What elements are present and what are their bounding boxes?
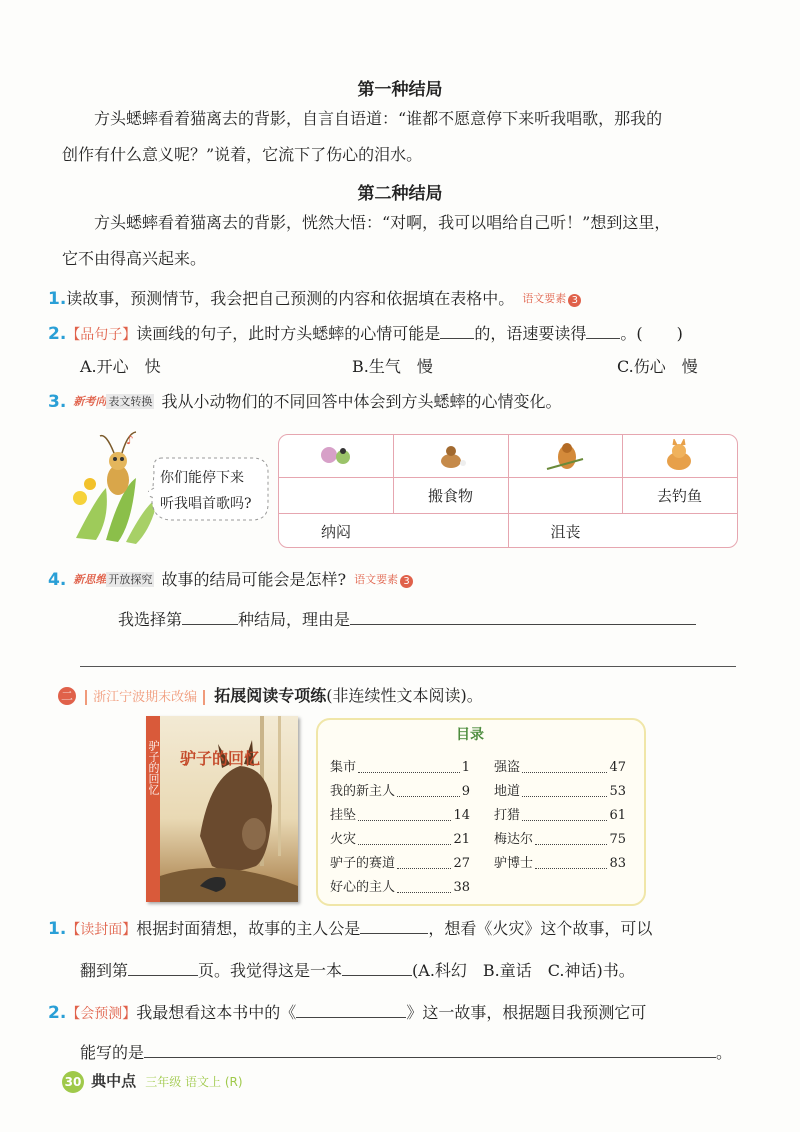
new-thinking-badge: 新思维 开放探究 [73, 573, 153, 586]
toc-entry-name: 驴子的赛道 [330, 856, 396, 871]
toc-entry-name: 集市 [330, 760, 357, 775]
cricket-head [109, 452, 127, 470]
answer-blank-speed[interactable] [586, 322, 620, 339]
answer-blank-mood[interactable] [440, 322, 474, 339]
skill-tag: 【读封面】 [66, 922, 137, 938]
source-tag: 浙江宁波期末改编 [85, 690, 205, 705]
answer-blank-story[interactable] [296, 1001, 406, 1018]
toc-entry[interactable] [494, 828, 626, 852]
question-2: 2.【品句子】读画线的句子，此时方头蟋蟀的心情可能是 的，语速要读得 。( ) [48, 324, 683, 344]
section2-header [58, 683, 483, 706]
reading-question-2: 2.【会预测】我最想看这本书中的《 》这一故事，根据题目我预测它可 [48, 1003, 647, 1023]
toc-leader [358, 756, 460, 773]
toc-entry[interactable] [330, 780, 470, 804]
toc-entry[interactable] [330, 756, 470, 780]
answer-blank-genre[interactable] [342, 959, 412, 976]
option-c[interactable]: C.伤心 慢 [617, 357, 698, 376]
toc-entry-page: 21 [453, 832, 470, 847]
toc-entry-page: 14 [453, 808, 470, 823]
cell-row2-col2: 搬食物 [427, 487, 473, 505]
ending2-para-line2: 它不由得高兴起来。 [62, 249, 207, 268]
question-text: 读故事，预测情节，我会把自己预测的内容和依据填在表格中。 [66, 289, 515, 308]
ending2-title: 第二种结局 [357, 184, 443, 204]
cell-row3-col1: 纳闷 [320, 523, 351, 541]
new-direction-badge: 新考向 表文转换 [73, 395, 153, 408]
ant-carrying-food-icon [429, 441, 473, 473]
toc-entry-name: 好心的主人 [330, 880, 396, 895]
toc-leader [522, 804, 607, 821]
toc-leader [535, 828, 607, 845]
page-footer [62, 1070, 243, 1093]
answer-blank-ending[interactable] [182, 608, 238, 625]
reading-question-2-line2: 能写的是 。 [80, 1043, 733, 1062]
toc-leader [522, 756, 607, 773]
toc-entry-page: 61 [609, 808, 626, 823]
brand-logo: 典中点 [91, 1072, 137, 1090]
skill-tag: 【会预测】 [66, 1006, 137, 1022]
answer-blank-prediction[interactable] [144, 1041, 716, 1058]
toc-entry-page: 9 [461, 784, 470, 799]
section-number-badge: 二 [58, 687, 76, 705]
cell-row2-col4: 去钓鱼 [656, 487, 702, 505]
toc-right-column [494, 756, 626, 876]
toc-entry[interactable] [330, 876, 470, 900]
toc-entry-page: 27 [453, 856, 470, 871]
question-3: 3. 新考向 表文转换 我从小动物们的不同回答中体会到方头蟋蟀的心情变化。 [48, 392, 562, 412]
animal-table [278, 434, 738, 548]
toc-entry[interactable] [330, 804, 470, 828]
toc-entry-page: 38 [453, 880, 470, 895]
toc-leader [397, 876, 451, 893]
toc-entry[interactable] [494, 804, 626, 828]
element-tag: 语文要素 3 [522, 290, 581, 307]
reading-question-1: 1.【读封面】根据封面猜想，故事的主人公是 ，想看《火灾》这个故事，可以 [48, 919, 653, 939]
toc-entry-name: 地道 [494, 784, 521, 799]
question-1 [48, 286, 581, 309]
bubble-text: 你们能停下来 听我唱首歌吗? [160, 470, 252, 512]
reading-question-1-line2: 翻到第 页。我觉得这是一本 (A.科幻 B.童话 C.神话)书。 [80, 961, 635, 980]
skill-tag: 【品句子】 [66, 327, 137, 343]
toc-entry-name: 我的新主人 [330, 784, 396, 799]
question-number: 1. [48, 289, 67, 309]
ending1-title: 第一种结局 [357, 80, 443, 100]
toc-leader [358, 804, 451, 821]
option-a[interactable]: A.开心 快 [80, 357, 161, 376]
toc-entry-page: 1 [461, 760, 470, 775]
toc-entry-page: 75 [609, 832, 626, 847]
toc-entry-name: 打猎 [494, 808, 521, 823]
q4-answer-line: 我选择第 种结局，理由是 [118, 607, 738, 630]
svg-text:♪: ♪ [126, 433, 134, 447]
answer-blank-page[interactable] [128, 959, 198, 976]
option-b[interactable]: B.生气 慢 [352, 357, 433, 376]
toc-left-column [330, 756, 470, 900]
section2-subtitle: (非连续性文本阅读)。 [326, 686, 483, 705]
ending2-para-line1: 方头蟋蟀看着猫离去的背影，恍然大悟：“对啊，我可以唱给自己听！”想到这里， [94, 213, 671, 232]
book-title: 驴子的回忆 [180, 749, 261, 768]
toc-entry-name: 驴博士 [494, 856, 534, 871]
toc-entry[interactable] [494, 756, 626, 780]
toc-entry[interactable] [494, 852, 626, 876]
answer-blank-protagonist[interactable] [360, 917, 428, 934]
element-tag: 语文要素 3 [354, 571, 413, 588]
cell-row3-col3: 沮丧 [550, 523, 581, 541]
question-4: 4. 新思维 开放探究 故事的结局可能会是怎样? 语文要素 3 [48, 567, 413, 590]
toc-leader [535, 852, 607, 869]
grade-label: 三年级 语文上 (R) [145, 1075, 243, 1089]
toc-entry-page: 47 [609, 760, 626, 775]
toc-entry-name: 挂坠 [330, 808, 357, 823]
toc-title: 目录 [456, 727, 484, 743]
section2-title: 拓展阅读专项练 [214, 686, 327, 705]
toc-leader [358, 828, 451, 845]
cat-icon [657, 439, 701, 473]
toc-entry-name: 火灾 [330, 832, 357, 847]
toc-entry-page: 83 [609, 856, 626, 871]
toc-leader [397, 852, 451, 869]
toc-entry[interactable] [330, 828, 470, 852]
answer-line-continued[interactable] [80, 666, 736, 667]
book-spine-title: 驴子的回忆 [147, 740, 160, 795]
toc-entry-name: 梅达尔 [494, 832, 534, 847]
answer-blank-reason[interactable] [350, 608, 696, 625]
donkey-illustration [160, 716, 298, 902]
toc-entry[interactable] [330, 852, 470, 876]
page-number: 30 [62, 1071, 84, 1093]
toc-leader [522, 780, 607, 797]
toc-entry-page: 53 [609, 784, 626, 799]
toc-entry[interactable] [494, 780, 626, 804]
ant-with-flower-icon [315, 441, 359, 473]
toc-leader [397, 780, 460, 797]
ending1-para-line1: 方头蟋蟀看着猫离去的背影，自言自语道：“谁都不愿意停下来听我唱歌，那我的 [94, 109, 663, 128]
book-cover [146, 716, 298, 902]
toc-entry-name: 强盗 [494, 760, 521, 775]
bird-icon [543, 439, 587, 473]
ending1-para-line2: 创作有什么意义呢？”说着，它流下了伤心的泪水。 [62, 145, 423, 164]
